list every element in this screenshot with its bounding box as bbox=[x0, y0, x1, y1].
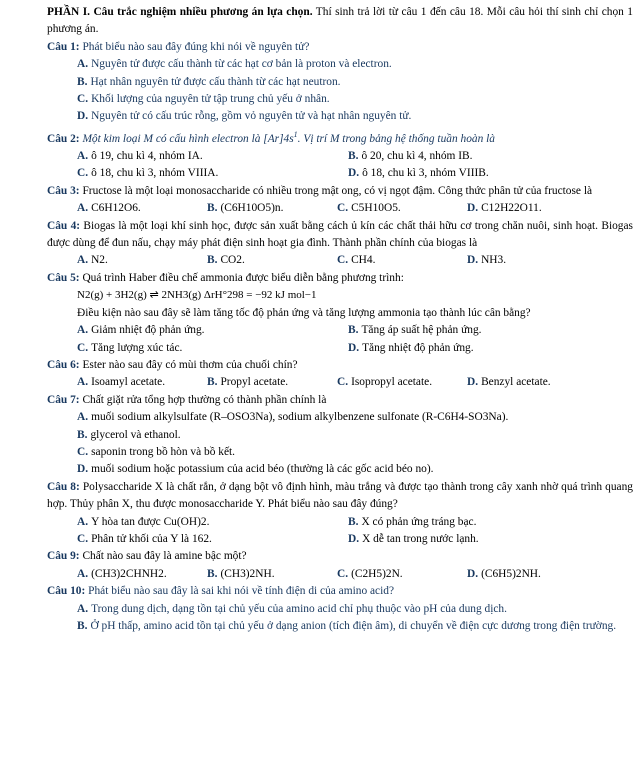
section-header bbox=[47, 4, 633, 39]
options-q4 bbox=[77, 252, 633, 269]
question-label: Câu 10: bbox=[47, 585, 86, 598]
option-d[interactable]: D. muối sodium hoặc potassium của acid béo (thường là các gốc acid béo no). bbox=[77, 463, 434, 476]
question-7 bbox=[47, 392, 633, 409]
question-text-2: Điều kiện nào sau đây sẽ làm tăng tốc độ phản ứng và tăng lượng ammonia tạo thành lúc cân bằng? bbox=[77, 306, 531, 319]
question-6 bbox=[47, 357, 633, 374]
options-q3 bbox=[77, 200, 633, 217]
question-10 bbox=[47, 583, 633, 600]
option-a[interactable]: A. Giảm nhiệt độ phản ứng. bbox=[77, 324, 205, 337]
option-c[interactable]: C. Tăng lượng xúc tác. bbox=[77, 341, 183, 354]
options-q10 bbox=[62, 601, 633, 636]
option-d[interactable]: D. C12H22O11. bbox=[467, 202, 542, 215]
question-3 bbox=[47, 183, 633, 200]
question-label: Câu 2: bbox=[47, 132, 80, 145]
option-d[interactable]: D. Nguyên tử có cấu trúc rỗng, gồm vỏ nguyên tử và hạt nhân nguyên tử. bbox=[77, 110, 412, 123]
option-c[interactable]: C. C5H10O5. bbox=[337, 202, 401, 215]
reaction-equation: N2(g) + 3H2(g) ⇌ 2NH3(g) ΔrH°298 = −92 kJ mol−1 bbox=[77, 289, 317, 302]
option-c[interactable]: C. Phân tử khối của Y là 162. bbox=[77, 532, 212, 545]
option-c[interactable]: C. saponin trong bồ hòn và bồ kết. bbox=[77, 445, 236, 458]
options-q8 bbox=[77, 514, 633, 549]
option-a[interactable]: A. (CH3)2CHNH2. bbox=[77, 567, 167, 580]
question-text: Quá trình Haber điều chế ammonia được biểu diễn bằng phương trình: bbox=[79, 271, 404, 284]
question-text: Fructose là một loại monosaccharide có nhiều trong mật ong, có vị ngọt đậm. Công thức phân tử của fructose là bbox=[79, 184, 593, 197]
question-text: Biogas là một loại khí sinh học, được sản xuất bằng cách ủ kín các chất thải hữu cơ trong chăn nuôi, sinh hoạt. Biogas được dùng để đun nấu, chạy máy phát điện sinh hoạt gia đình. Thành phần chính của biogas là bbox=[47, 219, 633, 250]
option-c[interactable]: C. (C2H5)2N. bbox=[337, 567, 403, 580]
question-text: Phát biểu nào sau đây là sai khi nói về tính điện di của amino acid? bbox=[85, 585, 395, 598]
option-b[interactable]: B. ô 20, chu kì 4, nhóm IB. bbox=[348, 150, 473, 163]
option-c[interactable]: C. ô 18, chu kì 3, nhóm VIIIA. bbox=[77, 167, 219, 180]
option-b[interactable]: B. Propyl acetate. bbox=[207, 376, 289, 389]
option-c[interactable]: C. CH4. bbox=[337, 254, 376, 267]
section-instruction: Thí sinh trả lời từ câu 1 đến câu 18. Mỗi câu hỏi thí sinh chỉ chọn 1 phương án. bbox=[47, 6, 634, 36]
question-label: Câu 6: bbox=[47, 358, 80, 371]
option-b[interactable]: B. CO2. bbox=[207, 254, 245, 267]
options-q9 bbox=[77, 566, 633, 583]
question-4 bbox=[47, 218, 633, 253]
option-d[interactable]: D. NH3. bbox=[467, 254, 507, 267]
question-text: Một kim loại M có cấu hình electron là $[Ar]4s^1$. Vị trí M trong bảng hệ thống tuần hoàn là bbox=[79, 129, 495, 145]
option-b[interactable]: B. Ở pH thấp, amino acid tồn tại chủ yếu ở dạng anion (tích điện âm), di chuyển về điện cực dương trong điện trường. bbox=[77, 620, 617, 633]
option-a[interactable]: A. N2. bbox=[77, 254, 108, 267]
question-5 bbox=[47, 270, 633, 287]
option-d[interactable]: D. Benzyl acetate. bbox=[467, 376, 551, 389]
option-b[interactable]: B. Tăng áp suất hệ phản ứng. bbox=[348, 324, 482, 337]
option-a[interactable]: A. Nguyên tử được cấu thành từ các hạt cơ bản là proton và electron. bbox=[77, 58, 392, 71]
question-2 bbox=[47, 126, 633, 148]
option-d[interactable]: D. Tăng nhiệt độ phản ứng. bbox=[348, 341, 474, 354]
question-1 bbox=[47, 39, 633, 56]
question-label: Câu 7: bbox=[47, 393, 80, 406]
option-b[interactable]: B. Hạt nhân nguyên tử được cấu thành từ các hạt neutron. bbox=[77, 75, 341, 88]
question-text: Chất giặt rửa tổng hợp thường có thành phần chính là bbox=[79, 393, 327, 406]
options-q5 bbox=[77, 322, 633, 357]
options-q1 bbox=[62, 56, 633, 126]
option-c[interactable]: C. Isopropyl acetate. bbox=[337, 376, 433, 389]
question-label: Câu 5: bbox=[47, 271, 80, 284]
question-label: Câu 9: bbox=[47, 550, 80, 563]
option-c[interactable]: C. Khối lượng của nguyên tử tập trung chủ yếu ở nhân. bbox=[77, 93, 330, 106]
question-text: Ester nào sau đây có mùi thơm của chuối chín? bbox=[79, 358, 298, 371]
options-q7 bbox=[62, 409, 633, 479]
option-a[interactable]: A. Isoamyl acetate. bbox=[77, 376, 166, 389]
question-label: Câu 4: bbox=[47, 219, 81, 232]
question-8 bbox=[47, 479, 633, 514]
option-a[interactable]: A. Trong dung dịch, dạng tồn tại chủ yếu của amino acid chỉ phụ thuộc vào pH của dung dịch. bbox=[77, 602, 507, 615]
option-b[interactable]: B. (CH3)2NH. bbox=[207, 567, 275, 580]
option-b[interactable]: B. glycerol và ethanol. bbox=[77, 428, 181, 441]
question-9 bbox=[47, 548, 633, 565]
option-d[interactable]: D. (C6H5)2NH. bbox=[467, 567, 541, 580]
options-q2 bbox=[77, 148, 633, 183]
question-label: Câu 3: bbox=[47, 184, 80, 197]
question-text: Chất nào sau đây là amine bậc một? bbox=[79, 550, 247, 563]
option-a[interactable]: A. muối sodium alkylsulfate (R–OSO3Na), sodium alkylbenzene sulfonate (R-C6H4-SO3Na). bbox=[77, 411, 509, 424]
option-b[interactable]: B. X có phản ứng tráng bạc. bbox=[348, 515, 477, 528]
option-d[interactable]: D. ô 18, chu kì 3, nhóm VIIIB. bbox=[348, 167, 489, 180]
options-q6 bbox=[77, 374, 633, 391]
option-a[interactable]: A. ô 19, chu kì 4, nhóm IA. bbox=[77, 150, 203, 163]
option-a[interactable]: A. C6H12O6. bbox=[77, 202, 141, 215]
section-title: PHẦN I. Câu trắc nghiệm nhiều phương án lựa chọn. bbox=[47, 6, 313, 18]
option-b[interactable]: B. (C6H10O5)n. bbox=[207, 202, 284, 215]
question-label: Câu 1: bbox=[47, 40, 80, 53]
question-text: Polysaccharide X là chất rắn, ở dạng bột vô định hình, màu trắng và được tạo thành trong cây xanh nhờ quá trình quang hợp. Thủy phân X, thu được monosaccharide Y. Phát biểu nào sau đây đúng? bbox=[47, 480, 633, 511]
option-d[interactable]: D. X dễ tan trong nước lạnh. bbox=[348, 532, 479, 545]
option-a[interactable]: A. Y hòa tan được Cu(OH)2. bbox=[77, 515, 210, 528]
question-text: Phát biểu nào sau đây đúng khi nói về nguyên tử? bbox=[79, 40, 310, 53]
question-label: Câu 8: bbox=[47, 480, 80, 493]
